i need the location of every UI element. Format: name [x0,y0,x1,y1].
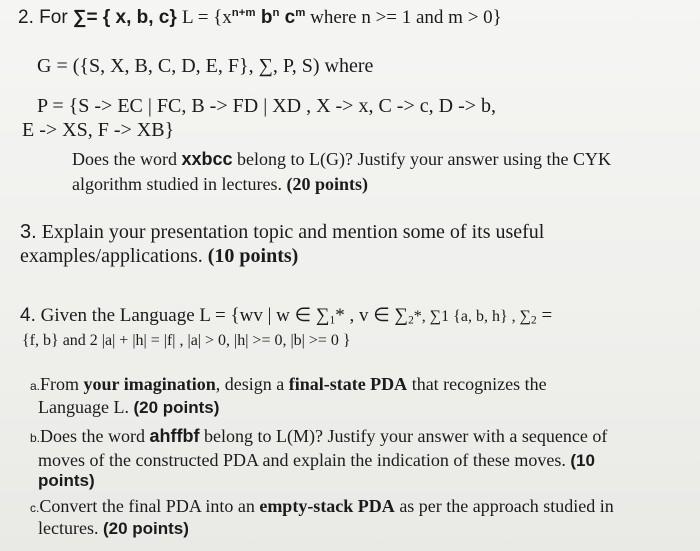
q4a-bold1: your imagination [83,374,216,394]
q2-line1 [18,8,502,27]
q2-question-line2 [72,175,368,193]
q4-line1 [20,306,552,325]
q2-L-start: L = {x [182,7,232,28]
q4b-word: ahffbf [149,426,200,446]
q4a-pre: From [40,374,84,394]
q4-sub1: 1 [329,314,336,327]
q2-language-def [182,7,502,28]
q2-question-word: xxbcc [181,149,233,169]
q2-question-pre: Does the word [72,149,182,169]
q4b-post: belong to L(M)? Justify your answer with a sequence of [199,426,608,446]
q4c-line2-pre: lectures. [38,518,103,538]
q2-question-line1 [72,150,611,168]
q2-exp-m: m [295,7,306,20]
q4a-line2-pre: Language L. [38,397,134,417]
q3-text1: Explain your presentation topic and mention some of its useful [41,221,545,243]
q2-c: c [279,7,296,28]
q4b-points-a: (10 [570,451,595,470]
q4-eq: = [536,305,553,326]
q3-text2: examples/applications. [20,245,208,267]
q4a-marker: a. [30,379,41,393]
q2-question-line2-pre: algorithm studied in lectures. [72,174,287,194]
q4c-post: as per the approach studied in [394,496,614,516]
q4a-line2 [38,398,219,416]
q4c-line1 [30,497,614,515]
q4-number: 4. [20,305,36,326]
q2-productions-2: E -> XS, F -> XB} [22,119,175,141]
q4c-line2 [38,519,189,537]
q4-text-tail: *, ∑1 {a, b, h} , ∑ [413,308,532,325]
q4c-marker: c. [30,501,40,515]
q2-productions-1: P = {S -> EC | FC, B -> FD | XD , X -> x, C -> c, D -> b, [37,95,497,117]
q4-sub2: 2 [408,314,414,327]
q4a-bold2: final-state PDA [288,374,408,394]
q4b-line3: points) [38,471,95,490]
q4c-bold: empty-stack PDA [259,496,395,516]
q4c-points: (20 points) [102,519,189,538]
q2-L-tail: where n >= 1 and m > 0} [305,7,502,28]
q2-for: For [39,7,68,28]
q2-exp-nm: n+m [231,7,256,20]
q4b-line2-pre: moves of the constructed PDA and explain the indication of these moves. [38,450,571,470]
q2-number: 2. [18,7,34,28]
q2-exp-n: n [272,7,280,20]
q4-text-mid: * , v ∈ ∑ [335,305,409,326]
q4b-line2 [38,451,595,469]
q4-text-start: Given the Language L = {wv | w ∈ ∑ [40,305,330,326]
q4a-post: that recognizes the [407,374,547,394]
q4b-line1 [30,427,607,445]
q2-question-post: belong to L(G)? Justify your answer using the CYK [232,149,611,169]
q2-grammar: G = ({S, X, B, C, D, E, F}, ∑, P, S) where [37,55,374,77]
q4b-pre: Does the word [40,426,150,446]
q3-points: (10 points) [207,245,299,267]
q2-points: (20 points) [286,174,368,194]
q3-line2 [20,246,298,266]
q4a-mid: , design a [215,374,289,394]
q3-line1 [20,222,544,242]
q2-b: b [255,7,273,28]
q4-sub3: 2 [531,314,537,327]
q4b-marker: b. [30,431,41,445]
q2-alphabet: ∑= { x, b, c} [72,7,177,28]
q3-number: 3. [20,221,37,243]
q4-line2: {f, b} and 2 |a| + |h| = |f| , |a| > 0, |h| >= 0, |b| >= 0 } [22,332,351,349]
q4c-pre: Convert the final PDA into an [39,496,260,516]
q4a-line1 [30,375,547,393]
q4a-points: (20 points) [133,398,220,417]
